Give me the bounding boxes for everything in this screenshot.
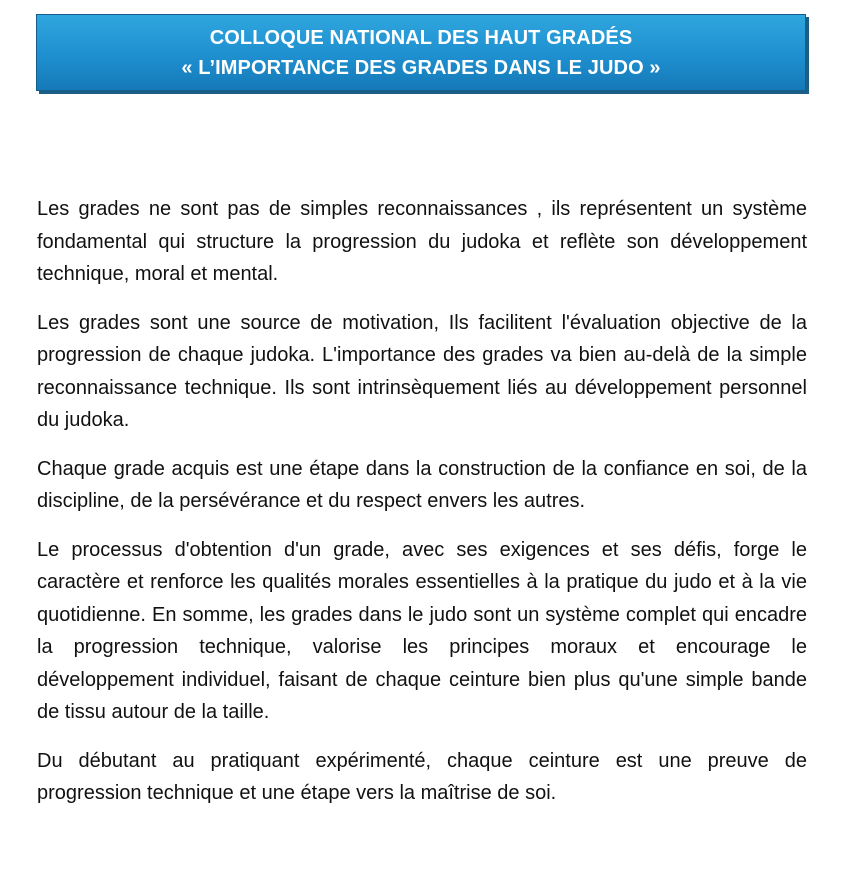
paragraph-3: Chaque grade acquis est une étape dans la construction de la confiance en soi, de la discipline, de la persévérance et du respect envers les autres. bbox=[37, 457, 807, 512]
title-line-2: « L’IMPORTANCE DES GRADES DANS LE JUDO » bbox=[181, 56, 661, 79]
title-banner bbox=[36, 14, 806, 94]
paragraph-1: Les grades ne sont pas de simples reconnaissances , ils représentent un système fondamental qui structure la progression du judoka et reflète son développement technique, moral et mental. bbox=[37, 198, 807, 285]
document-body bbox=[37, 193, 807, 826]
title-banner-box bbox=[36, 14, 806, 91]
paragraph-2: Les grades sont une source de motivation, Ils facilitent l'évaluation objective de la progression de chaque judoka. L'importance des grades va bien au-delà de la simple reconnaissance technique. Ils sont intrinsèquement liés au développement personnel du judoka. bbox=[37, 311, 807, 431]
paragraph-4: Le processus d'obtention d'un grade, avec ses exigences et ses défis, forge le caractère et renforce les qualités morales essentielles à la pratique du judo et à la vie quotidienne. En somme, les grades dans le judo sont un système complet qui encadre la progression technique, valorise les principes moraux et encourage le développement individuel, faisant de chaque ceinture bien plus qu'une simple bande de tissu autour de la taille. bbox=[37, 538, 807, 723]
paragraph-5: Du débutant au pratiquant expérimenté, chaque ceinture est une preuve de progression technique et une étape vers la maîtrise de soi. bbox=[37, 749, 807, 804]
title-line-1: COLLOQUE NATIONAL DES HAUT GRADÉS bbox=[209, 26, 633, 49]
